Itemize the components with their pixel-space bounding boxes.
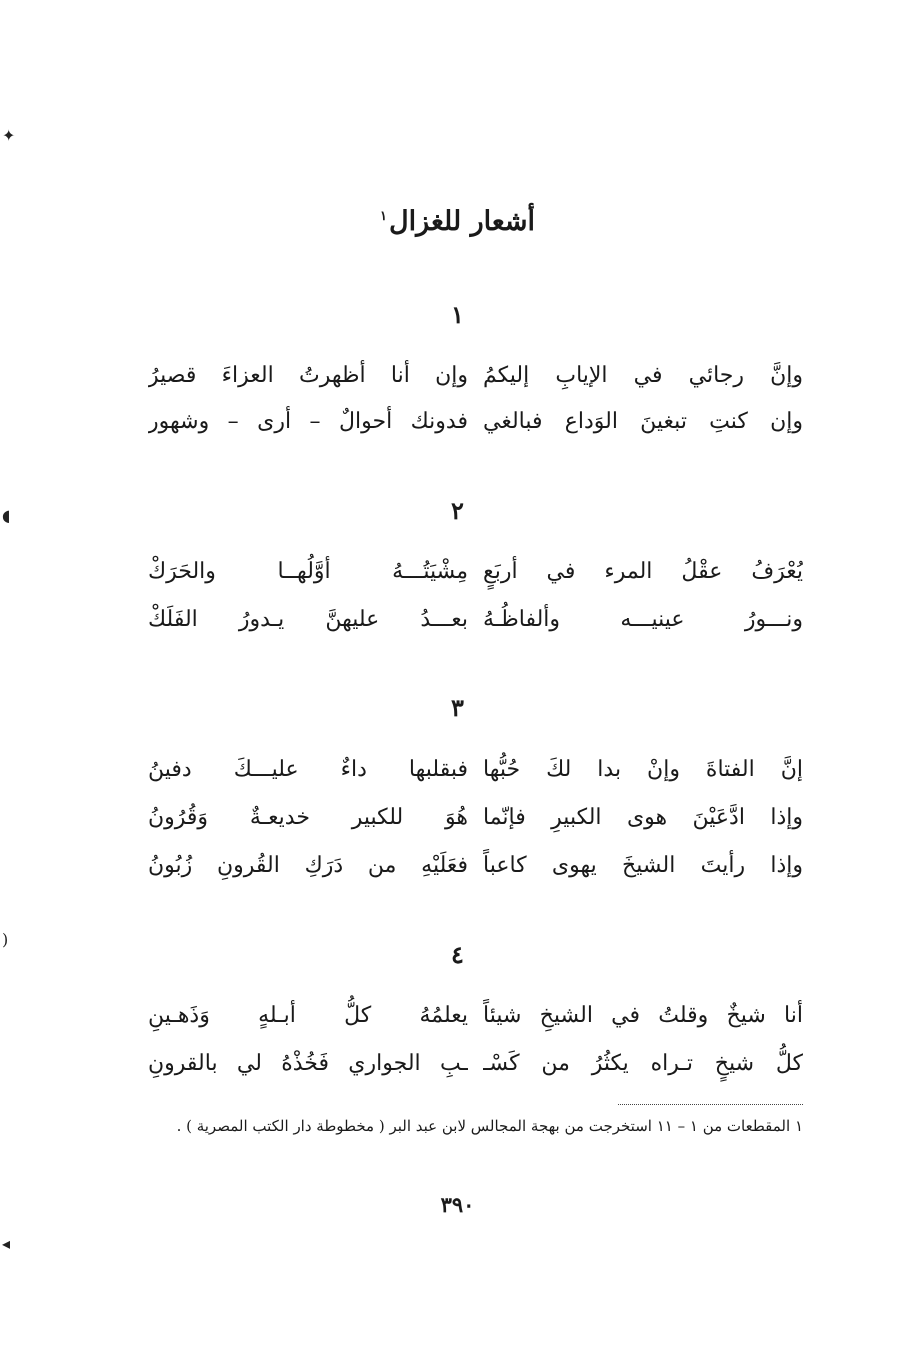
- verse-first-hemistich: وإذا ادَّعَيْنَ هوى الكبيرِ فإنّما: [483, 805, 803, 830]
- verse-second-hemistich: فعَلَيْهِ من دَرَكِ القُرونِ زُبُونُ: [148, 853, 468, 878]
- scan-edge-mark-icon: ◖: [2, 506, 11, 525]
- verse-second-hemistich: وإن أنا أظهرتُ العزاءَ قصيرُ: [148, 363, 468, 388]
- verse-second-hemistich: مِشْيَتُـــهُ أوَّلُهــا والحَرَكْ: [148, 559, 468, 584]
- verse-row: [148, 796, 803, 840]
- verse-row: [148, 400, 803, 444]
- verse-row: [148, 994, 803, 1038]
- verse-first-hemistich: يُعْرَفُ عقْلُ المرء في أربَعٍ: [483, 559, 803, 584]
- verse-row: [148, 1042, 803, 1086]
- section-number-3: ٣: [451, 693, 464, 722]
- footnote: ١ المقطعات من ١ – ١١ استخرجت من بهجة المجالس لابن عبد البر ( مخطوطة دار الكتب المصرية ) .: [176, 1117, 803, 1135]
- title-footnote-marker: ١: [379, 209, 387, 224]
- verse-first-hemistich: ونـــورُ عينيـــه وألفاظُـهُ: [483, 607, 803, 632]
- verse-first-hemistich: وإنَّ رجائي في الإيابِ إليكمُ: [483, 363, 803, 388]
- verse-row: [148, 598, 803, 642]
- verse-row: [148, 354, 803, 398]
- section-number-2: ٢: [451, 496, 464, 525]
- verse-second-hemistich: ـبِ الجواري فَخُذْهُ لي بالقرونِ: [148, 1051, 468, 1076]
- section-number-4: ٤: [451, 940, 464, 969]
- verse-second-hemistich: بعـــدُ عليهنَّ يـدورُ الفَلَكْ: [148, 607, 468, 632]
- verse-first-hemistich: وإذا رأيتَ الشيخَ يهوى كاعباً: [483, 853, 803, 878]
- verse-first-hemistich: وإن كنتِ تبغينَ الوَداع فبالغي: [483, 409, 803, 434]
- verse-second-hemistich: هُوَ للكبير خديعـةٌ وَقُرُونُ: [148, 805, 468, 830]
- verse-row: [148, 550, 803, 594]
- verse-second-hemistich: فدونك أحوالٌ – أرى – وشهور: [148, 409, 468, 434]
- page-number: ٣٩٠: [440, 1192, 475, 1217]
- page-title: [0, 206, 915, 237]
- verse-second-hemistich: يعلمُهُ كلُّ أبـلهٍ وَذَهـينِ: [148, 1003, 468, 1028]
- section-number-1: ١: [451, 300, 464, 329]
- verse-row: [148, 844, 803, 888]
- scan-edge-mark-icon: (: [2, 930, 9, 949]
- scan-edge-mark-icon: ◂: [2, 1234, 11, 1253]
- title-text: أشعار للغزال: [388, 206, 535, 237]
- verse-second-hemistich: فبقلبها داءٌ عليـــكَ دفينُ: [148, 757, 468, 782]
- verse-row: [148, 748, 803, 792]
- footnote-divider: [618, 1104, 803, 1105]
- verse-first-hemistich: أنا شيخٌ وقلتُ في الشيخِ شيئاً: [483, 1003, 803, 1028]
- verse-first-hemistich: إنَّ الفتاةَ وإنْ بدا لكَ حُبُّها: [483, 757, 803, 782]
- scan-edge-mark-icon: ✦: [2, 126, 16, 145]
- verse-first-hemistich: كلُّ شيخٍ تـراه يكثُرُ من كَسْـ: [483, 1051, 803, 1076]
